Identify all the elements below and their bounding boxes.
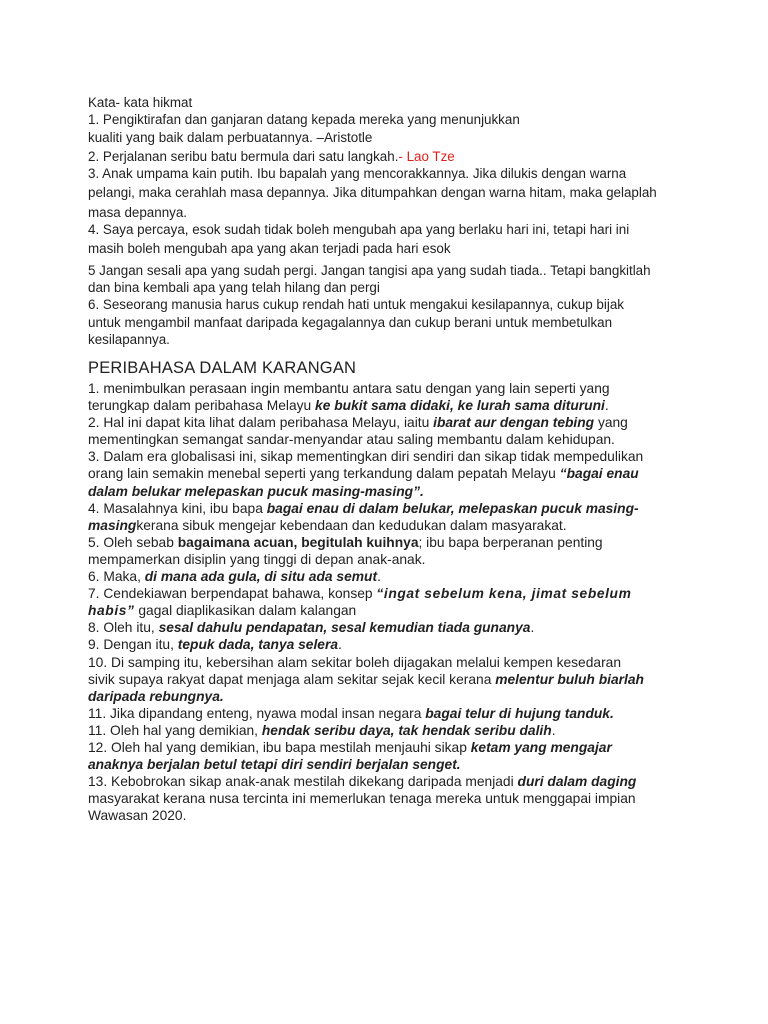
item-10-peribahasa-end: daripada rebungnya. xyxy=(88,688,224,704)
item-6-text: 6. Maka, xyxy=(88,569,145,585)
item-2-text: 2. Hal ini dapat kita lihat dalam peribahasa Melayu, iaitu xyxy=(88,415,434,431)
item-12-peribahasa-end: anaknya berjalan betul tetapi diri sendiri berjalan senget. xyxy=(88,757,461,773)
item-4-tail: kerana sibuk mengejar kebendaan dan kedudukan dalam masyarakat. xyxy=(136,517,567,533)
item-9 xyxy=(88,636,688,653)
item-6 xyxy=(88,568,688,585)
item-4-peribahasa-start: bagai enau di dalam belukar, melepaskan pucuk masing- xyxy=(266,500,639,516)
item-7-text: 7. Cendekiawan berpendapat bahawa, konsep xyxy=(88,586,377,602)
item-13-line-3: Wawasan 2020. xyxy=(88,808,187,824)
quote-6-line-1: 6. Seseorang manusia harus cukup rendah hati untuk mengakui kesilapannya, cukup bijak xyxy=(88,297,624,313)
item-11-text: 11. Jika dipandang enteng, nyawa modal insan negara xyxy=(88,705,426,721)
item-10-peribahasa-start: melentur buluh biarlah xyxy=(495,671,644,687)
item-2-line-1 xyxy=(88,414,688,431)
item-4-peribahasa-end: masing xyxy=(88,517,137,533)
item-4-line-1 xyxy=(88,500,688,517)
kata-hikmat-section xyxy=(88,94,688,348)
peribahasa-section xyxy=(88,358,688,824)
quote-5-line-2: dan bina kembali apa yang telah hilang dan pergi xyxy=(88,279,380,295)
item-1-text: terungkap dalam peribahasa Melayu xyxy=(88,398,316,414)
item-10-line-2 xyxy=(88,671,688,688)
item-5-text: 5. Oleh sebab xyxy=(88,534,178,550)
item-10-line-1: 10. Di samping itu, kebersihan alam sekitar boleh dijagakan melalui kempen kesedaran xyxy=(88,654,622,670)
item-12-peribahasa-start: ketam yang mengajar xyxy=(470,739,612,755)
item-13-text: 13. Kebobrokan sikap anak-anak mestilah dikekang daripada menjadi xyxy=(88,774,518,790)
item-1-line-1: 1. menimbulkan perasaan ingin membantu antara satu dengan yang lain seperti yang xyxy=(88,381,610,396)
item-9-peribahasa: tepuk dada, tanya selera xyxy=(177,637,339,653)
item-8-peribahasa: sesal dahulu pendapatan, sesal kemudian tiada gunanya xyxy=(158,620,531,636)
item-2-tail: yang xyxy=(594,415,628,431)
item-1-end: . xyxy=(604,398,609,414)
item-11b xyxy=(88,722,688,739)
quote-3-line-3: masa depannya. xyxy=(88,204,188,220)
item-3-line-2 xyxy=(88,465,688,482)
item-5-line-1 xyxy=(88,534,688,551)
item-6-peribahasa: di mana ada gula, di situ ada semut xyxy=(144,569,378,585)
quote-4-line-1: 4. Saya percaya, esok sudah tidak boleh mengubah apa yang berlaku hari ini, tetapi hari ini xyxy=(88,222,630,238)
item-12-line-1 xyxy=(88,739,688,756)
item-8 xyxy=(88,619,688,636)
item-4-text: 4. Masalahnya kini, ibu bapa xyxy=(88,500,267,516)
quote-4-line-2: masih boleh mengubah apa yang akan terjadi pada hari esok xyxy=(88,241,451,257)
quote-6-line-2: untuk mengambil manfaat daripada kegagalannya dan cukup berani untuk membetulkan xyxy=(88,314,613,330)
item-11 xyxy=(88,705,688,722)
item-9-end: . xyxy=(338,637,342,653)
item-11b-peribahasa: hendak seribu daya, tak hendak seribu dalih xyxy=(261,722,552,738)
item-3-peribahasa-end: dalam belukar melepaskan pucuk masing-masing”. xyxy=(88,483,424,499)
item-7-line-2 xyxy=(88,602,688,619)
item-7-peribahasa-end: habis” xyxy=(88,603,135,619)
quote-2 xyxy=(88,148,688,165)
section-title: Kata- kata hikmat xyxy=(88,95,193,110)
item-3-peribahasa-start: “bagai enau xyxy=(559,466,639,482)
item-7-tail: gagal diaplikasikan dalam kalangan xyxy=(134,603,357,619)
item-10-text: sivik supaya rakyat dapat menjaga alam sekitar sejak kecil kerana xyxy=(88,671,496,687)
item-11b-text: 11. Oleh hal yang demikian, xyxy=(88,722,262,738)
item-11b-end: . xyxy=(551,722,556,738)
quote-6-line-3: kesilapannya. xyxy=(88,331,170,347)
item-6-end: . xyxy=(377,569,381,585)
item-5-line-2: mempamerkan disiplin yang tinggi di depan anak-anak. xyxy=(88,551,426,567)
item-13-line-2: masyarakat kerana nusa tercinta ini memerlukan tenaga mereka untuk menggapai impian xyxy=(88,791,636,807)
item-1-line-2 xyxy=(88,397,688,414)
quote-2-author: - Lao Tze xyxy=(398,148,455,164)
quote-1-line-1: 1. Pengiktirafan dan ganjaran datang kepada mereka yang menunjukkan xyxy=(88,112,520,128)
quote-1-line-2: kualiti yang baik dalam perbuatannya. –Aristotle xyxy=(88,129,373,145)
section-heading: PERIBAHASA DALAM KARANGAN xyxy=(88,359,357,377)
item-9-text: 9. Dengan itu, xyxy=(88,637,178,653)
item-3-line-1: 3. Dalam era globalisasi ini, sikap mementingkan diri sendiri dan sikap tidak mempedulikan xyxy=(88,449,644,465)
item-13-peribahasa: duri dalam daging xyxy=(517,774,637,790)
item-8-end: . xyxy=(530,620,535,636)
item-4-line-2 xyxy=(88,517,688,534)
item-5-peribahasa: bagaimana acuan, begitulah kuihnya xyxy=(177,534,419,550)
item-7-peribahasa-start: “ingat sebelum kena, jimat sebelum xyxy=(376,586,632,602)
quote-3-line-2: pelangi, maka cerahlah masa depannya. Jika ditumpahkan dengan warna hitam, maka gelaplah xyxy=(88,185,657,201)
item-2-peribahasa: ibarat aur dengan tebing xyxy=(433,415,595,431)
item-8-text: 8. Oleh itu, xyxy=(88,620,159,636)
item-7-line-1 xyxy=(88,585,688,602)
quote-2-text: 2. Perjalanan seribu batu bermula dari satu langkah. xyxy=(88,148,399,164)
item-5-tail: ; ibu bapa berperanan penting xyxy=(418,534,603,550)
quote-3-line-1: 3. Anak umpama kain putih. Ibu bapalah yang mencorakkannya. Jika dilukis dengan warna xyxy=(88,166,627,182)
item-11-peribahasa: bagai telur di hujung tanduk. xyxy=(425,705,614,721)
item-10-line-3 xyxy=(88,688,688,705)
item-3-text: orang lain semakin menebal seperti yang terkandung dalam pepatah Melayu xyxy=(88,466,560,482)
item-2-line-2: mementingkan semangat sandar-menyandar atau saling membantu dalam kehidupan. xyxy=(88,432,615,448)
item-13-line-1 xyxy=(88,773,688,790)
item-3-line-3 xyxy=(88,483,688,500)
item-1-peribahasa: ke bukit sama didaki, ke lurah sama dituruni xyxy=(315,398,605,414)
item-12-line-2 xyxy=(88,756,688,773)
quote-5-line-1: 5 Jangan sesali apa yang sudah pergi. Jangan tangisi apa yang sudah tiada.. Tetapi bangkitlah xyxy=(88,262,651,278)
item-12-text: 12. Oleh hal yang demikian, ibu bapa mestilah menjauhi sikap xyxy=(88,739,471,755)
